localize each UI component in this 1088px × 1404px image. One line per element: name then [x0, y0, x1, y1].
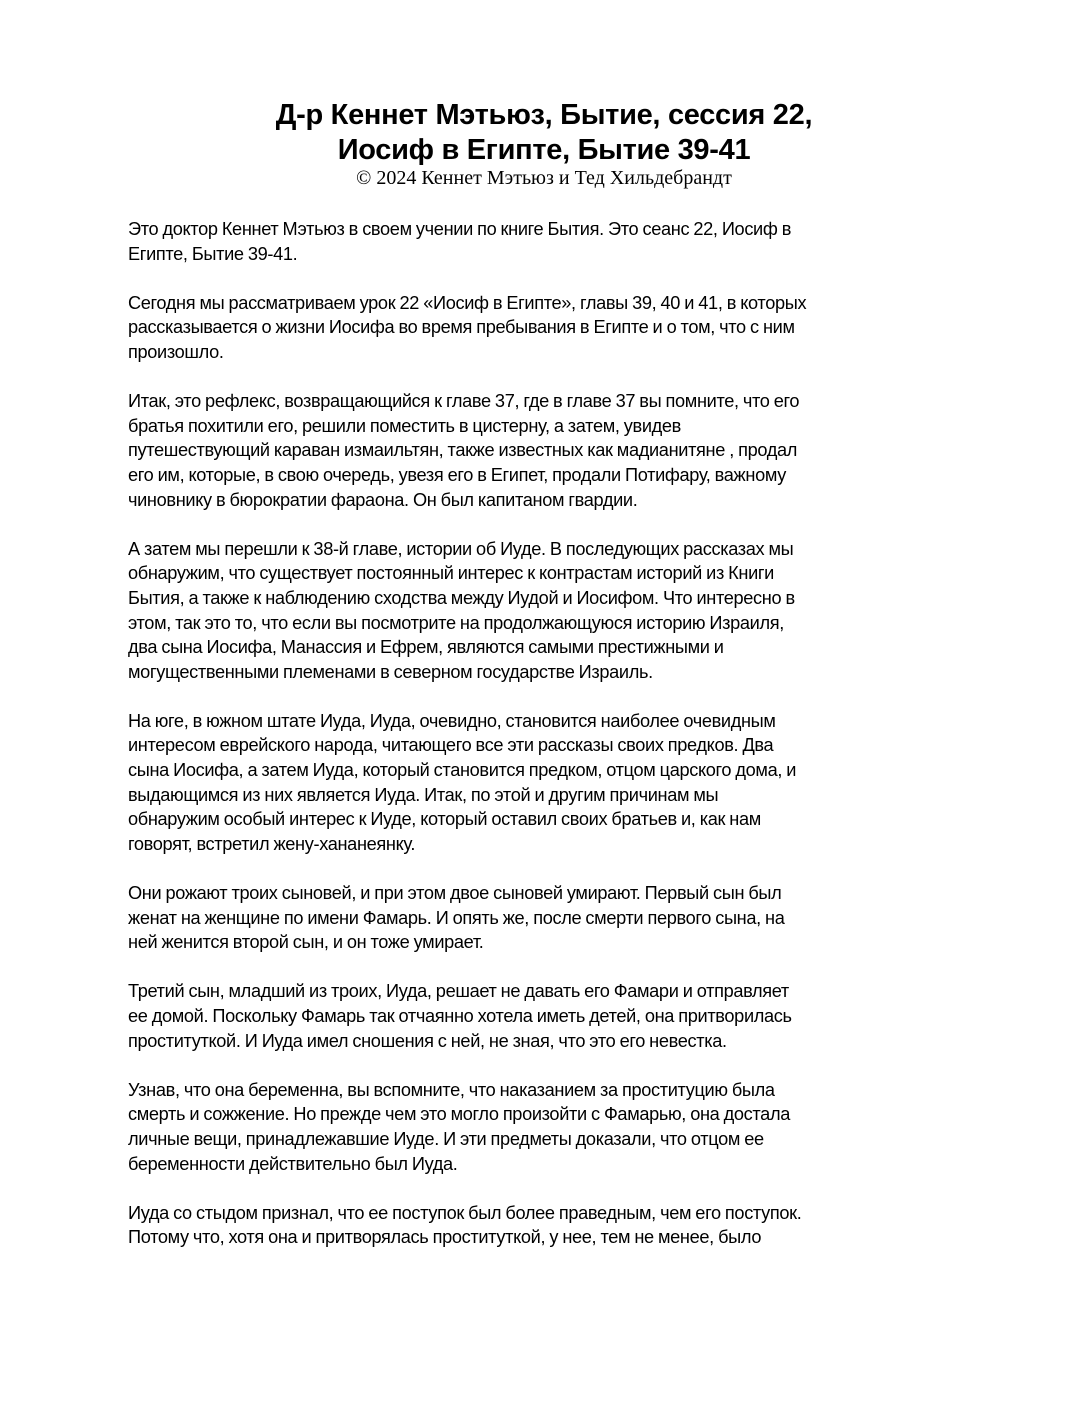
paragraph-line: этом, так это то, что если вы посмотрите на продолжающуюся историю Израиля, [128, 612, 784, 633]
paragraph-line: ее домой. Поскольку Фамарь так отчаянно хотела иметь детей, она притворилась [128, 1006, 792, 1026]
paragraph-line: Бытия, а также к наблюдению сходства между Иудой и Иосифом. Что интересно в [128, 587, 795, 608]
document-header [0, 98, 1088, 189]
paragraph-line: беременности действительно был Иуда. [128, 1153, 458, 1174]
paragraph-8 [128, 1078, 968, 1176]
paragraph-1 [128, 217, 968, 266]
paragraph-line: путешествующий караван измаильтян, также известных как мадианитяне , продал [128, 440, 798, 461]
paragraph-line: Узнав, что она беременна, вы вспомните, что наказанием за проституцию была [128, 1079, 775, 1100]
paragraph-line: выдающимся из них является Иуда. Итак, по этой и другим причинам мы [128, 784, 719, 805]
title-line-1: Д-р Кеннет Мэтьюз, Бытие, сессия 22, [275, 99, 813, 131]
paragraph-line: Египте, Бытие 39-41. [128, 243, 298, 264]
paragraph-line: Это доктор Кеннет Мэтьюз в своем учении по книге Бытия. Это сеанс 22, Иосиф в [128, 219, 792, 239]
paragraph-9 [128, 1201, 968, 1250]
paragraph-7 [128, 979, 968, 1053]
paragraph-line: сына Иосифа, а затем Иуда, который становится предком, отцом царского дома, и [128, 760, 797, 781]
paragraph-line: рассказывается о жизни Иосифа во время пребывания в Египте и о том, что с ним [128, 317, 795, 338]
paragraph-line: Иуда со стыдом признал, что ее поступок был более праведным, чем его поступок. [128, 1202, 802, 1223]
paragraph-5 [128, 709, 968, 857]
paragraph-line: женат на женщине по имени Фамарь. И опять же, после смерти первого сына, на [128, 907, 785, 928]
paragraph-line: обнаружим особый интерес к Иуде, который оставил своих братьев и, как нам [128, 809, 761, 830]
paragraph-line: На юге, в южном штате Иуда, Иуда, очевидно, становится наиболее очевидным [128, 710, 776, 731]
paragraph-line: Они рожают троих сыновей, и при этом двое сыновей умирают. Первый сын был [128, 883, 782, 904]
paragraph-4 [128, 537, 968, 685]
paragraph-line: чиновнику в бюрократии фараона. Он был капитаном гвардии. [128, 489, 638, 510]
paragraph-line: Потому что, хотя она и притворялась проституткой, у нее, тем не менее, было [128, 1227, 762, 1248]
paragraph-line: интересом еврейского народа, читающего все эти рассказы своих предков. Два [128, 735, 774, 756]
paragraph-line: А затем мы перешли к 38-й главе, истории об Иуде. В последующих рассказах мы [128, 538, 794, 559]
paragraph-line: два сына Иосифа, Манассия и Ефрем, являются самыми престижными и [128, 637, 724, 658]
paragraph-line: Сегодня мы рассматриваем урок 22 «Иосиф в Египте», главы 39, 40 и 41, в которых [128, 292, 807, 313]
paragraph-line: обнаружим, что существует постоянный интерес к контрастам историй из Книги [128, 563, 774, 584]
paragraph-line: Итак, это рефлекс, возвращающийся к главе 37, где в главе 37 вы помните, что его [128, 391, 800, 412]
paragraph-2 [128, 291, 968, 365]
paragraph-line: произошло. [128, 341, 224, 362]
copyright-notice: © 2024 Кеннет Мэтьюз и Тед Хильдебрандт [356, 167, 732, 189]
paragraph-line: говорят, встретил жену-хананеянку. [128, 833, 416, 854]
paragraph-6 [128, 881, 968, 955]
paragraph-line: братья похитили его, решили поместить в цистерну, а затем, увидев [128, 415, 681, 436]
paragraph-line: смерть и сожжение. Но прежде чем это могло произойти с Фамарью, она достала [128, 1104, 790, 1125]
paragraph-line: личные вещи, принадлежавшие Иуде. И эти предметы доказали, что отцом ее [128, 1128, 764, 1149]
paragraph-line: его им, которые, в свою очередь, увезя его в Египет, продали Потифару, важному [128, 464, 786, 485]
title-line-2: Иосиф в Египте, Бытие 39-41 [337, 134, 751, 166]
paragraph-line: могущественными племенами в северном государстве Израиль. [128, 661, 653, 682]
paragraph-line: Третий сын, младший из троих, Иуда, решает не давать его Фамари и отправляет [128, 981, 789, 1002]
paragraph-line: проституткой. И Иуда имел сношения с ней, не зная, что это его невестка. [128, 1030, 727, 1051]
paragraph-line: ней женится второй сын, и он тоже умирает. [128, 932, 484, 953]
paragraph-3 [128, 389, 968, 512]
document-body [128, 217, 968, 1275]
